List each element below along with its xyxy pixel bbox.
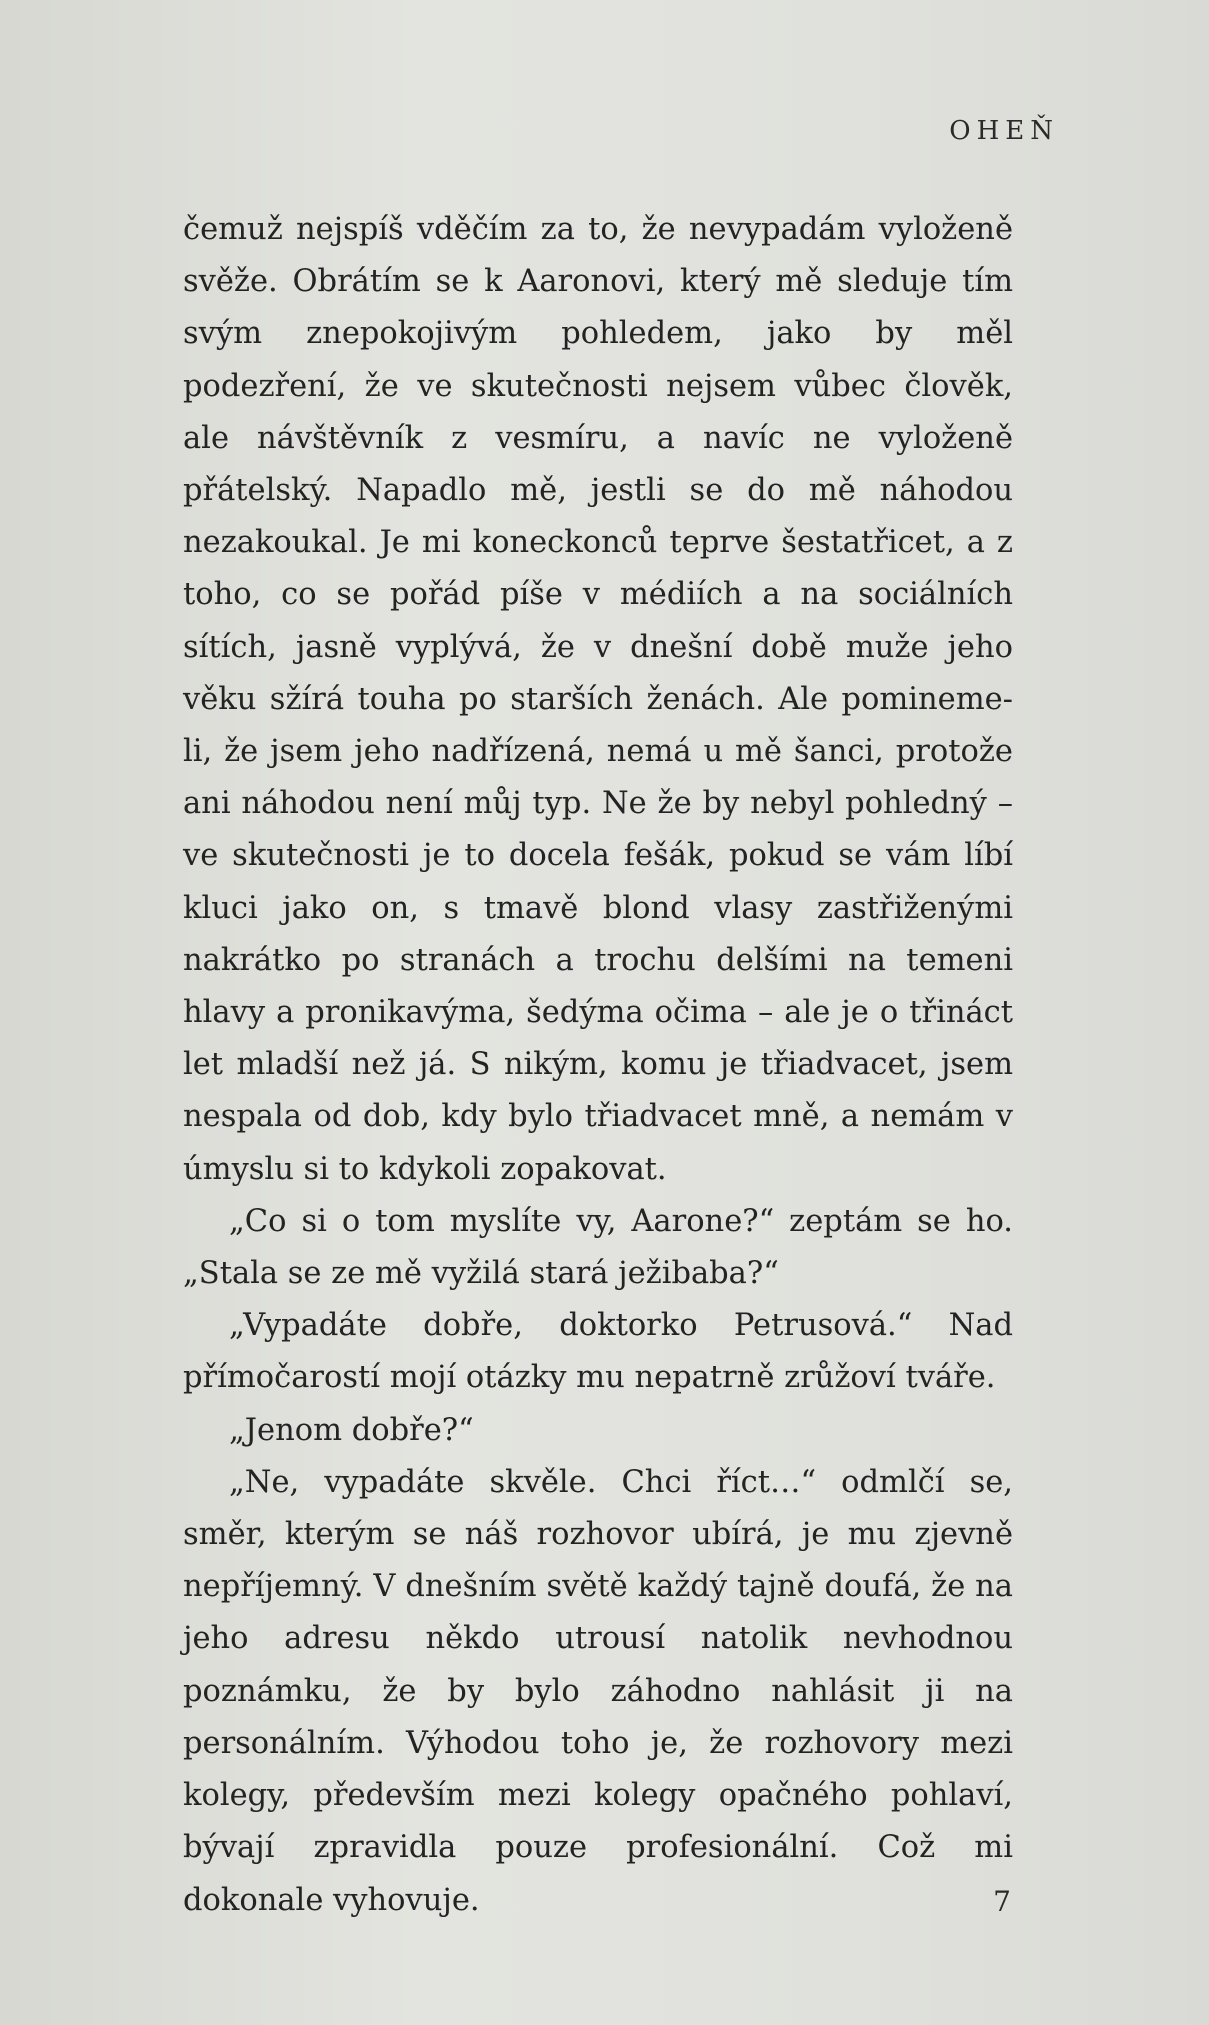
page-number: 7 xyxy=(993,1885,1011,1918)
running-head-title: OHEŇ xyxy=(949,116,1059,146)
paragraph-2: „Co si o tom myslíte vy, Aarone?“ zeptám se ho. „Stala se ze mě vyžilá stará ježibaba?“ xyxy=(183,1203,1013,1292)
paragraph-5: „Ne, vypadáte skvěle. Chci říct…“ odmlčí se, směr, kterým se náš rozhovor ubírá, je mu zjevně nepříjemný. V dnešním světě každý tajně doufá, že na jeho adresu někdo utrousí natolik nevhodnou poznámku, že by bylo záhodno nahlásit ji na personálním. Výhodou toho je, že rozhovory mezi kolegy, především mezi kolegy opačného pohlaví, bývají zpravidla pouze profesionální. Což mi dokonale vyhovuje. xyxy=(183,1464,1013,1918)
body-text xyxy=(183,204,1013,1927)
paragraph-3: „Vypadáte dobře, doktorko Petrusová.“ Nad přímočarostí mojí otázky mu nepatrně zrůžoví tváře. xyxy=(183,1308,1013,1396)
paragraph-1: čemuž nejspíš vděčím za to, že nevypadám vyloženě svěže. Obrátím se k Aaronovi, který mě sleduje tím svým znepokojivým pohledem, jako by měl podezření, že ve skutečnosti nejsem vůbec člověk, ale návštěvník z vesmíru, a navíc ne vyloženě přátelský. Napadlo mě, jestli se do mě náhodou nezakoukal. Je mi koneckonců teprve šestatřicet, a z toho, co se pořád píše v médiích a na sociálních sítích, jasně vyplývá, že v dnešní době muže jeho věku sžírá touha po starších ženách. Ale pomineme-li, že jsem jeho nadřízená, nemá u mě šanci, protože ani náhodou není můj typ. Ne že by nebyl pohledný – ve skutečnosti je to docela fešák, pokud se vám líbí kluci jako on, s tmavě blond vlasy zastřiženými nakrátko po stranách a trochu delšími na temeni hlavy a pronikavýma, šedýma očima – ale je o třináct let mladší než já. S nikým, komu je třiadvacet, jsem nespala od dob, kdy bylo třiadvacet mně, a nemám v úmyslu si to kdykoli zopakovat. xyxy=(183,212,1013,1187)
paragraph-4: „Jenom dobře?“ xyxy=(229,1412,474,1448)
